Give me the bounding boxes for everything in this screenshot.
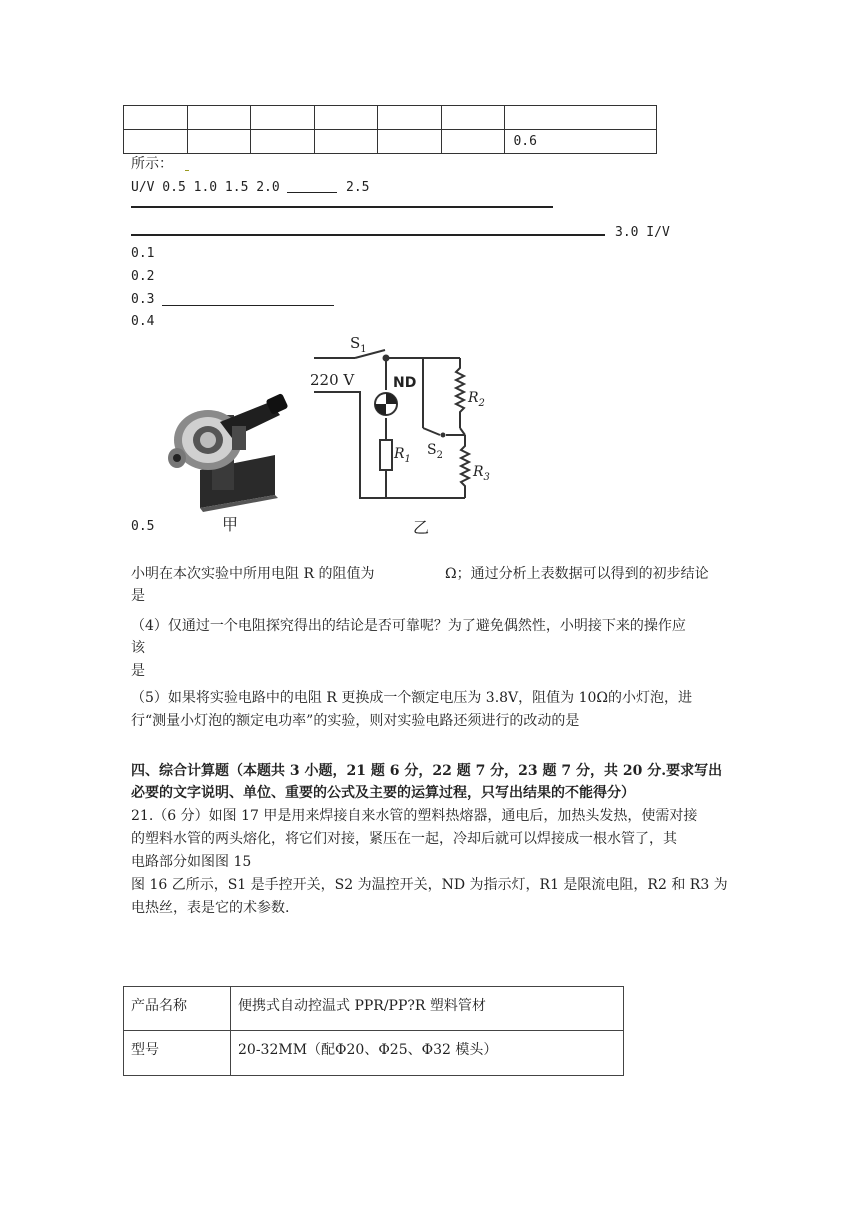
spec-label: 型号 bbox=[124, 1031, 231, 1076]
q21-line-b: 的塑料水管的两头熔化，将它们对接，紧压在一起，冷却后就可以焊接成一根水管了，其 bbox=[131, 831, 677, 847]
table-cell bbox=[378, 130, 442, 154]
long-rule-2 bbox=[131, 234, 605, 236]
spec-value: 20-32MM（配Φ20、Φ25、Φ32 模头） bbox=[231, 1031, 624, 1076]
table-cell bbox=[187, 130, 251, 154]
q4-line-c: 是 bbox=[131, 663, 145, 679]
table-cell bbox=[378, 106, 442, 130]
label-220v: 220 V bbox=[310, 371, 355, 389]
figure-heat-fusion-device bbox=[160, 330, 500, 545]
value-0-1: 0.1 bbox=[131, 246, 155, 261]
label-r3: $R_3$ bbox=[473, 464, 490, 483]
q21-line-c: 电路部分如图图 15 bbox=[131, 854, 252, 870]
q3-line-b: Ω；通过分析上表数据可以得到的初步结论 bbox=[445, 566, 709, 582]
table-cell bbox=[505, 106, 657, 130]
value-0-2: 0.2 bbox=[131, 269, 155, 284]
q3-line-c: 是 bbox=[131, 588, 145, 604]
label-jia: 甲 bbox=[222, 515, 239, 534]
v03-blank bbox=[162, 305, 334, 306]
table-cell bbox=[124, 106, 188, 130]
q21-line-d: 图 16 乙所示，S1 是手控开关，S2 为温控开关，ND 为指示灯，R1 是限流电阻，R2 和 R3 为 bbox=[131, 877, 728, 893]
label-yi: 乙 bbox=[413, 518, 430, 537]
table-row bbox=[124, 1031, 624, 1076]
uv-blank bbox=[287, 192, 337, 193]
section-4-heading-b: 必要的文字说明、单位、重要的公式及主要的运算过程，只写出结果的不能得分） bbox=[131, 785, 635, 801]
table-cell bbox=[314, 130, 378, 154]
device-image bbox=[168, 393, 289, 534]
q5-line-b: 行“测量小灯泡的额定电功率”的实验，则对实验电路还须进行的改动的是 bbox=[131, 713, 580, 729]
q21-line-a: 21.（6 分）如图 17 甲是用来焊接自来水管的塑料热熔器，通电后，加热头发热，使需对接 bbox=[131, 808, 698, 824]
label-s2: $S_2$ bbox=[427, 442, 443, 461]
label-nd: ND bbox=[393, 375, 417, 391]
spec-label: 产品名称 bbox=[124, 987, 231, 1031]
long-rule-1 bbox=[131, 206, 553, 208]
spec-value: 便携式自动控温式 PPR/PP?R 塑料管材 bbox=[231, 987, 624, 1031]
table-cell bbox=[314, 106, 378, 130]
q21-line-e: 电热丝，表是它的术参数. bbox=[131, 900, 290, 916]
q4-line-a: （4）仅通过一个电阻探究得出的结论是否可靠呢？为了避免偶然性，小明接下来的操作应 bbox=[131, 618, 686, 634]
table-cell bbox=[251, 106, 315, 130]
label-r1: $R_1$ bbox=[394, 446, 411, 465]
table-cell bbox=[441, 106, 505, 130]
table-row bbox=[124, 987, 624, 1031]
iv-end: 3.0 I/V bbox=[615, 225, 670, 240]
table-cell bbox=[251, 130, 315, 154]
q3-line-a: 小明在本次实验中所用电阻 R 的阻值为 bbox=[131, 566, 375, 582]
nd-lamp-icon bbox=[375, 393, 397, 415]
uv-line: U/V 0.5 1.0 1.5 2.0 bbox=[131, 180, 280, 195]
q4-line-b: 该 bbox=[131, 640, 145, 656]
table-cell bbox=[441, 130, 505, 154]
section-4-heading-a: 四、综合计算题（本题共 3 小题，21 题 6 分，22 题 7 分，23 题 7 分，共 20 分.要求写出 bbox=[131, 763, 723, 779]
uv-last: 2.5 bbox=[346, 180, 370, 195]
value-0-4: 0.4 bbox=[131, 314, 155, 329]
label-s1: $S_1$ bbox=[350, 334, 367, 355]
table-cell: 0.6 bbox=[505, 130, 657, 154]
s2-contact-icon bbox=[441, 433, 446, 438]
value-0-3: 0.3 bbox=[131, 292, 155, 307]
table-row bbox=[124, 106, 657, 130]
value-0-5: 0.5 bbox=[131, 519, 155, 534]
table-cell bbox=[124, 130, 188, 154]
table-row bbox=[124, 130, 657, 154]
top-data-table bbox=[123, 105, 657, 154]
q5-line-a: （5）如果将实验电路中的电阻 R 更换成一个额定电压为 3.8V，阻值为 10Ω的小灯泡，进 bbox=[131, 690, 693, 706]
table-cell bbox=[187, 106, 251, 130]
suoshi-label: 所示： bbox=[131, 156, 173, 172]
label-r2: $R_2$ bbox=[468, 390, 485, 409]
small-mark bbox=[185, 170, 189, 172]
spec-table bbox=[123, 986, 624, 1076]
